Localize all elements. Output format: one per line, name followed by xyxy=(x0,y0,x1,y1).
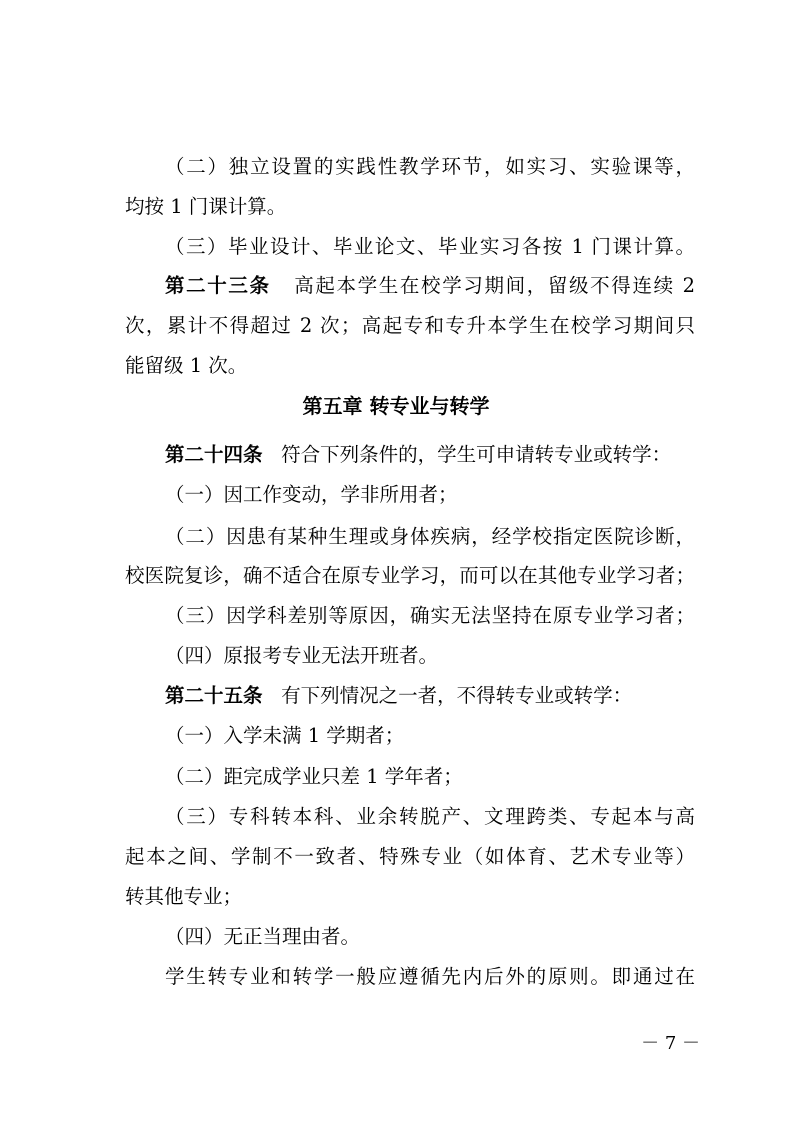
paragraph-line: 次，累计不得超过 2 次；高起专和专升本学生在校学习期间只 xyxy=(125,314,695,337)
list-item: 起本之间、学制不一致者、特殊专业（如体育、艺术专业等） xyxy=(125,845,695,868)
list-item: 转其他专业； xyxy=(125,885,243,908)
list-item: （二）因患有某种生理或身体疾病，经学校指定医院诊断， xyxy=(165,525,695,548)
paragraph-line: 能留级 1 次。 xyxy=(125,354,248,377)
paragraph-line: 学生转专业和转学一般应遵循先内后外的原则。即通过在 xyxy=(165,965,695,988)
list-item: （一）入学未满 1 学期者； xyxy=(165,724,405,747)
chapter-heading: 第五章 转专业与转学 xyxy=(302,394,490,418)
article-25-text: 有下列情况之一者，不得转专业或转学： xyxy=(281,684,633,707)
list-item: （四）原报考专业无法开班者。 xyxy=(165,644,439,667)
paragraph-line: （三）毕业设计、毕业论文、毕业实习各按 1 门课计算。 xyxy=(165,235,695,258)
list-item: （二）距完成学业只差 1 学年者； xyxy=(165,765,463,788)
article-25-title: 第二十五条 xyxy=(165,684,263,707)
list-item: （四）无正当理由者。 xyxy=(165,925,361,948)
article-25 xyxy=(165,681,695,711)
article-24-title: 第二十四条 xyxy=(165,443,263,466)
paragraph-line: （二）独立设置的实践性教学环节，如实习、实验课等， xyxy=(165,155,695,178)
paragraph-line: 均按 1 门课计算。 xyxy=(125,195,287,218)
article-23-text: 高起本学生在校学习期间，留级不得连续 2 xyxy=(294,274,695,297)
article-23 xyxy=(165,271,695,301)
article-24 xyxy=(165,440,695,470)
page-number: － 7 － xyxy=(641,1033,700,1054)
article-24-text: 符合下列条件的，学生可申请转专业或转学： xyxy=(281,443,672,466)
list-item: （三）专科转本科、业余转脱产、文理跨类、专起本与高 xyxy=(165,805,695,828)
list-item: （一）因工作变动，学非所用者； xyxy=(165,483,458,506)
list-item: （三）因学科差别等原因，确实无法坚持在原专业学习者； xyxy=(165,604,695,627)
article-23-title: 第二十三条 xyxy=(165,274,271,297)
list-item: 校医院复诊，确不适合在原专业学习，而可以在其他专业学习者； xyxy=(125,564,695,587)
